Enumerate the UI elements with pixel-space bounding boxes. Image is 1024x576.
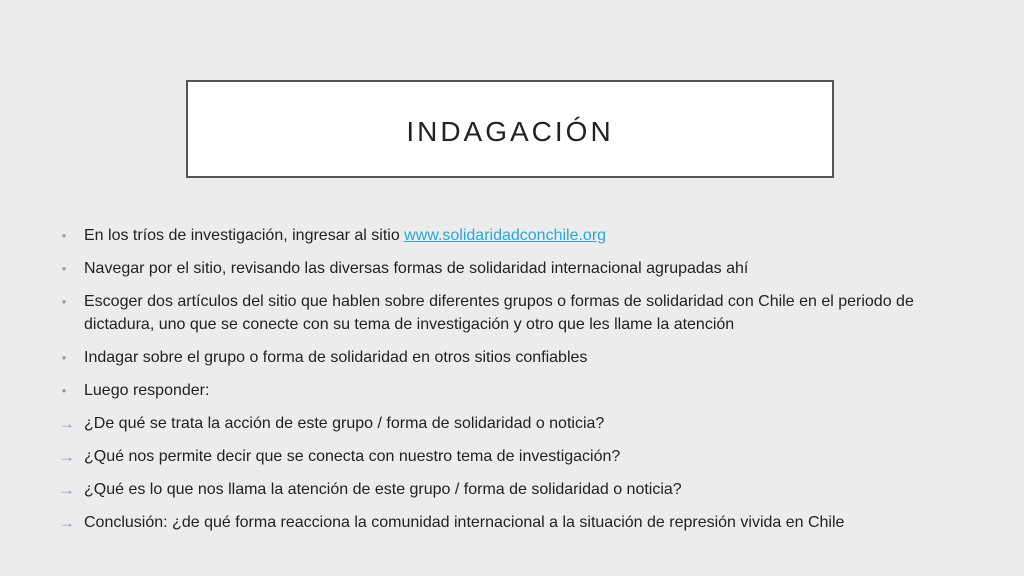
question-item	[58, 412, 958, 435]
question-item	[58, 445, 958, 468]
slide-content	[58, 224, 958, 544]
bullet-icon: •	[61, 261, 67, 276]
bullet-item	[58, 257, 958, 280]
slide-title: INDAGACIÓN	[406, 116, 614, 147]
bullet-item	[58, 346, 958, 369]
bullet-item	[58, 379, 958, 402]
question-text: ¿De qué se trata la acción de este grupo / forma de solidaridad o noticia?	[84, 415, 605, 432]
arrow-right-icon: →	[58, 447, 75, 466]
site-link[interactable]: www.solidaridadconchile.org	[404, 227, 607, 244]
title-box	[186, 80, 834, 178]
arrow-right-icon: →	[58, 513, 75, 532]
arrow-right-icon: →	[58, 414, 75, 433]
bullet-item	[58, 290, 958, 336]
bullet-text: Luego responder:	[84, 382, 210, 399]
bullet-text: Escoger dos artículos del sitio que hablen sobre diferentes grupos o formas de solidaridad con Chile en el periodo de dictadura, uno que se conecte con su tema de investigación y otro que les llame la atención	[84, 293, 914, 333]
question-text: ¿Qué es lo que nos llama la atención de este grupo / forma de solidaridad o noticia?	[84, 481, 682, 498]
bullet-icon: •	[61, 350, 67, 365]
question-item	[58, 511, 958, 534]
question-item	[58, 478, 958, 501]
bullet-text: En los tríos de investigación, ingresar al sitio	[84, 227, 405, 244]
arrow-right-icon: →	[58, 480, 75, 499]
bullet-icon: •	[61, 294, 67, 309]
question-text: Conclusión: ¿de qué forma reacciona la comunidad internacional a la situación de represión vivida en Chile	[84, 514, 845, 531]
bullet-text: Indagar sobre el grupo o forma de solidaridad en otros sitios confiables	[84, 349, 588, 366]
bullet-item	[58, 224, 958, 247]
question-text: ¿Qué nos permite decir que se conecta con nuestro tema de investigación?	[84, 448, 621, 465]
bullet-text: Navegar por el sitio, revisando las diversas formas de solidaridad internacional agrupadas ahí	[84, 260, 749, 277]
bullet-icon: •	[61, 228, 67, 243]
bullet-icon: •	[61, 383, 67, 398]
